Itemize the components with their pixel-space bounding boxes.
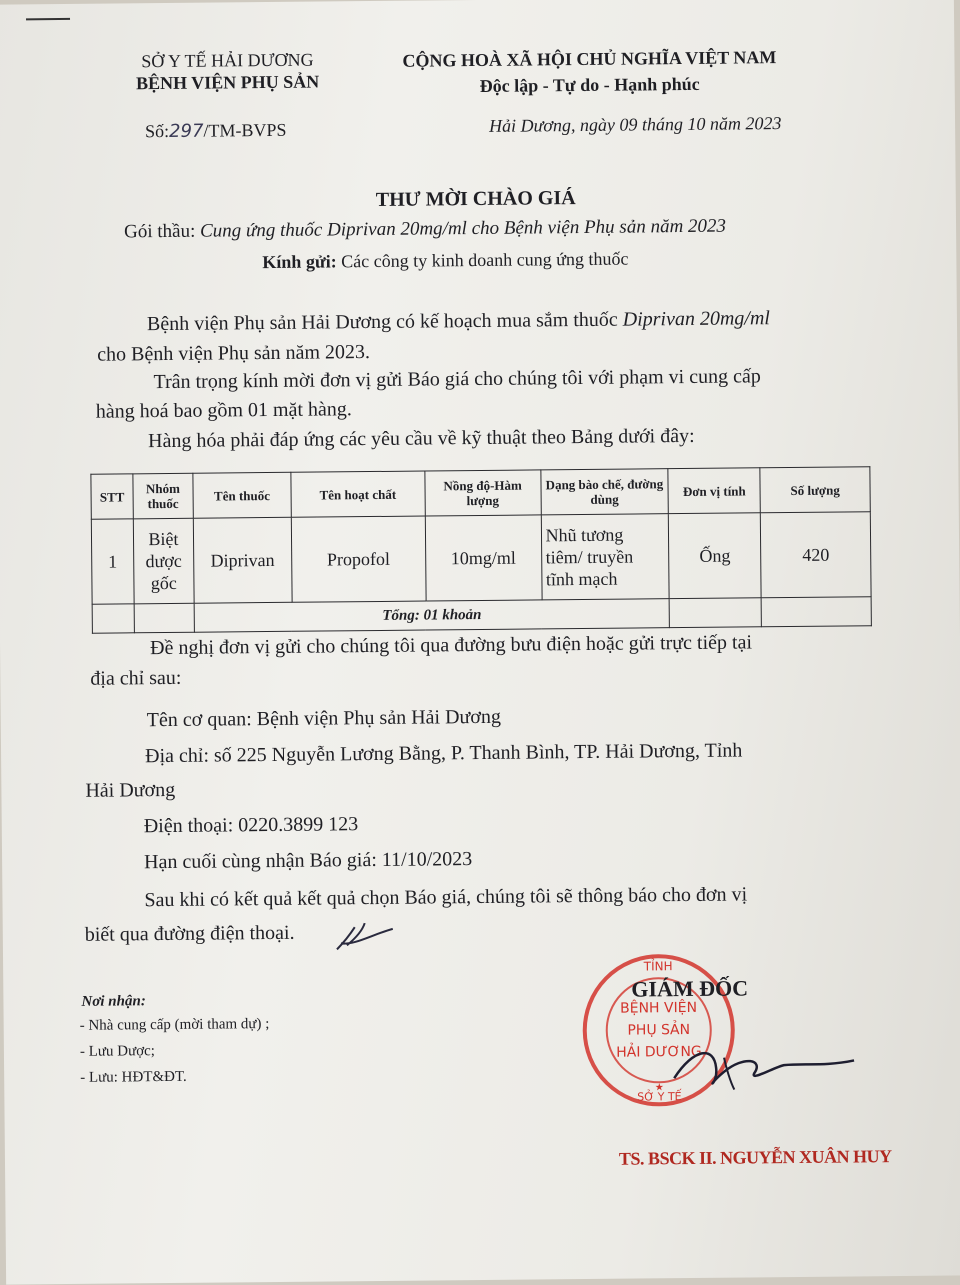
doc-no-handwritten: 297 — [169, 120, 204, 142]
phone: Điện thoại: 0220.3899 123 — [143, 813, 359, 838]
place-date: Hải Dương, ngày 09 tháng 10 năm 2023 — [488, 113, 782, 136]
paragraph-1-line2: cho Bệnh viện Phụ sản năm 2023. — [97, 341, 371, 366]
table-header-row — [91, 467, 870, 519]
header-unit: Đơn vị tính — [668, 468, 760, 514]
closing-line2: biết qua đường điện thoại. — [84, 921, 295, 946]
addressee-value: Các công ty kinh doanh cung ứng thuốc — [341, 248, 629, 272]
total-empty-2 — [134, 603, 194, 633]
p1-text: Bệnh viện Phụ sản Hải Dương có kế hoạch mua sắm thuốc — [146, 308, 618, 336]
header-drug: Tên thuốc — [193, 472, 291, 518]
stamp-text-top: TỈNH — [643, 959, 673, 974]
total-empty-4 — [761, 597, 871, 627]
cell-stt: 1 — [91, 519, 134, 604]
package-line — [124, 216, 726, 244]
request-line2: địa chỉ sau: — [90, 666, 182, 690]
addressee-label: Kính gửi: — [262, 251, 337, 273]
director-title: GIÁM ĐỐC — [631, 975, 749, 1002]
stamp-text-bottom: SỞ Y TẾ — [637, 1090, 682, 1104]
stamp-text-1: BỆNH VIỆN — [619, 999, 698, 1017]
request-line1: Đề nghị đơn vị gửi cho chúng tôi qua đường bưu điện hoặc gửi trực tiếp tại — [149, 631, 753, 660]
top-rule — [26, 18, 70, 20]
cell-strength: 10mg/ml — [425, 515, 542, 601]
p1-drug: Diprivan 20mg/ml — [622, 307, 771, 331]
table-total-row — [92, 597, 871, 633]
nation-line2: Độc lập - Tự do - Hạnh phúc — [479, 73, 700, 96]
total-cell: Tổng: 01 khoản — [194, 599, 670, 633]
paragraph-3: Hàng hóa phải đáp ứng các yêu cầu về kỹ thuật theo Bảng dưới đây: — [147, 424, 695, 453]
paragraph-1-line1 — [147, 307, 770, 336]
letter-title: THƯ MỜI CHÀO GIÁ — [375, 187, 576, 211]
document-number — [145, 120, 287, 142]
addressee-line — [262, 249, 628, 274]
cell-form: Nhũ tương tiêm/ truyền tĩnh mạch — [541, 514, 670, 600]
package-value: Cung ứng thuốc Diprivan 20mg/ml cho Bệnh viện Phụ sản năm 2023 — [199, 215, 727, 242]
cell-quantity: 420 — [760, 512, 871, 598]
cell-group: Biệt dược gốc — [133, 518, 194, 604]
doc-no-suffix: /TM-BVPS — [203, 119, 287, 141]
recipient-1: - Nhà cung cấp (mời tham dự) ; — [79, 1016, 270, 1034]
header-ingredient: Tên hoạt chất — [291, 471, 425, 517]
closing-line1: Sau khi có kết quả kết quả chọn Báo giá, chúng tôi sẽ thông báo cho đơn vị — [144, 883, 748, 912]
header-group: Nhóm thuốc — [133, 473, 193, 519]
director-name: TS. BSCK II. NGUYỄN XUÂN HUY — [618, 1146, 892, 1169]
initials-mark — [331, 919, 401, 960]
cell-unit: Ống — [669, 513, 762, 599]
stamp-star: ★ — [654, 1082, 664, 1094]
package-label: Gói thầu: — [123, 220, 196, 243]
stamp-text-3: HẢI DƯƠNG — [616, 1043, 702, 1061]
paragraph-2-line2: hàng hoá bao gồm 01 mặt hàng. — [95, 398, 352, 423]
cell-drug: Diprivan — [193, 517, 292, 603]
stamp-text-2: PHỤ SẢN — [627, 1022, 691, 1039]
header-quantity: Số lượng — [760, 467, 870, 513]
address-line1: Địa chỉ: số 225 Nguyễn Lương Bằng, P. Thanh Bình, TP. Hải Dương, Tỉnh — [144, 739, 743, 768]
header-strength: Nồng độ-Hàm lượng — [425, 470, 541, 516]
deadline: Hạn cuối cùng nhận Báo giá: 11/10/2023 — [144, 848, 473, 874]
total-empty-1 — [92, 604, 134, 633]
header-stt: STT — [91, 474, 133, 519]
paragraph-2-line1: Trân trọng kính mời đơn vị gửi Báo giá cho chúng tôi với phạm vi cung cấp — [153, 365, 761, 394]
agency-name: Tên cơ quan: Bệnh viện Phụ sản Hải Dương — [146, 705, 502, 732]
header-form: Dạng bào chế, đường dùng — [540, 469, 668, 515]
address-line2: Hải Dương — [85, 778, 176, 802]
recipient-3: - Lưu: HĐT&ĐT. — [80, 1068, 187, 1086]
doc-no-label: Số: — [145, 120, 170, 142]
director-signature — [654, 1036, 875, 1098]
goods-table — [90, 466, 871, 633]
total-empty-3 — [669, 598, 761, 628]
nation-line1: CỘNG HOÀ XÃ HỘI CHỦ NGHĨA VIỆT NAM — [402, 47, 777, 71]
recipient-2: - Lưu Dược; — [79, 1043, 156, 1060]
table-row — [91, 512, 871, 604]
recipients-label: Nơi nhận: — [81, 993, 146, 1010]
agency-line1: SỞ Y TẾ HẢI DƯƠNG — [141, 49, 314, 72]
cell-ingredient: Propofol — [291, 516, 426, 602]
agency-line2: BỆNH VIỆN PHỤ SẢN — [135, 71, 320, 94]
